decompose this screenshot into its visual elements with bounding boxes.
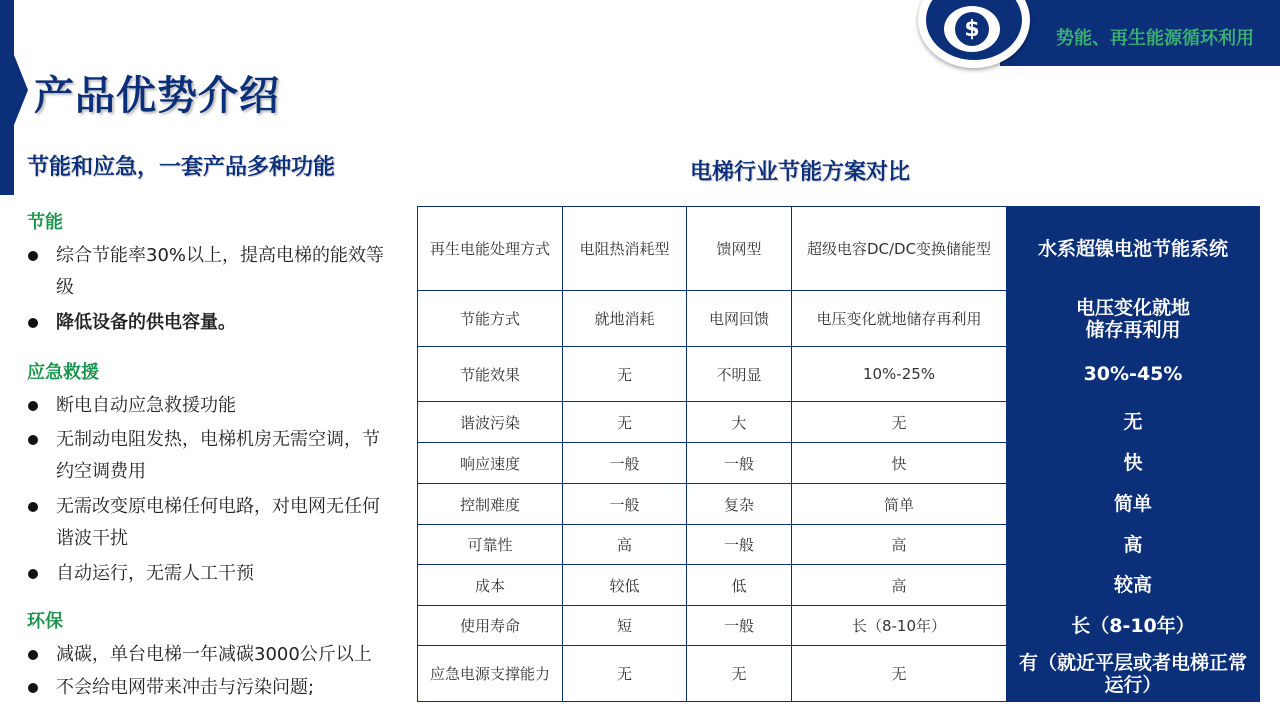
bullet-item: 无制动电阻发热，电梯机房无需空调，节约空调费用	[28, 424, 388, 488]
table-title: 电梯行业节能方案对比	[690, 160, 911, 185]
bullet-item: 综合节能率30%以上，提高电梯的能效等级	[28, 240, 388, 304]
table-cell: 一般	[687, 525, 792, 565]
table-cell: 电网回馈	[687, 291, 792, 347]
dollar-symbol: $	[955, 12, 989, 46]
table-cell-highlight: 电压变化就地储存再利用	[1007, 291, 1260, 347]
table-row	[418, 646, 1260, 702]
table-cell: 简单	[792, 484, 1007, 525]
bullet-dot-icon	[28, 251, 38, 261]
table-cell-highlight: 有（就近平层或者电梯正常运行）	[1007, 646, 1260, 702]
bullet-item: 降低设备的供电容量。	[28, 307, 388, 339]
table-cell-highlight: 快	[1007, 443, 1260, 484]
table-cell: 较低	[563, 565, 687, 606]
header-cell: 再生电能处理方式	[418, 207, 563, 291]
bullet-dot-icon	[28, 502, 38, 512]
bullet-item: 自动运行，无需人工干预	[28, 558, 388, 590]
header-cell: 馈网型	[687, 207, 792, 291]
table-cell: 无	[792, 646, 1007, 702]
bullet-dot-icon	[28, 569, 38, 579]
table-cell: 成本	[418, 565, 563, 606]
bullet-dot-icon	[28, 683, 38, 693]
table-cell: 无	[563, 646, 687, 702]
table-row	[418, 402, 1260, 443]
table-row	[418, 443, 1260, 484]
table-cell: 高	[792, 565, 1007, 606]
table-row	[418, 606, 1260, 646]
bullet-dot-icon	[28, 435, 38, 445]
table-cell: 一般	[687, 606, 792, 646]
table-header-row	[418, 207, 1260, 291]
section-heading-rescue: 应急救援	[27, 362, 99, 383]
header-cell-highlight: 水系超镍电池节能系统	[1007, 207, 1260, 291]
table-cell-highlight: 简单	[1007, 484, 1260, 525]
table-cell: 谐波污染	[418, 402, 563, 443]
table-row	[418, 347, 1260, 402]
bullet-dot-icon	[28, 650, 38, 660]
table-cell: 电压变化就地储存再利用	[792, 291, 1007, 347]
table-cell: 快	[792, 443, 1007, 484]
bullet-dot-icon	[28, 401, 38, 411]
header-cell: 超级电容DC/DC变换储能型	[792, 207, 1007, 291]
table-cell: 一般	[563, 443, 687, 484]
table-row	[418, 565, 1260, 606]
table-cell: 无	[563, 347, 687, 402]
table-cell: 应急电源支撑能力	[418, 646, 563, 702]
table-row	[418, 484, 1260, 525]
table-cell: 可靠性	[418, 525, 563, 565]
table-cell: 节能效果	[418, 347, 563, 402]
table-cell: 使用寿命	[418, 606, 563, 646]
table-cell-highlight: 高	[1007, 525, 1260, 565]
bullet-item: 减碳，单台电梯一年减碳3000公斤以上	[28, 639, 388, 671]
page-title: 产品优势介绍	[34, 73, 280, 119]
table-cell: 10%-25%	[792, 347, 1007, 402]
table-cell: 无	[687, 646, 792, 702]
table-row	[418, 291, 1260, 347]
table-cell: 高	[563, 525, 687, 565]
table-cell: 低	[687, 565, 792, 606]
banner-slogan: 势能、再生能源循环利用	[1056, 28, 1254, 49]
comparison-table	[417, 206, 1260, 702]
section-heading-eco: 环保	[27, 611, 63, 632]
bullet-item: 不会给电网带来冲击与污染问题;	[28, 672, 388, 704]
left-accent-bar	[0, 0, 14, 195]
table-cell: 大	[687, 402, 792, 443]
table-cell: 无	[563, 402, 687, 443]
table-cell: 响应速度	[418, 443, 563, 484]
table-cell: 复杂	[687, 484, 792, 525]
table-cell: 不明显	[687, 347, 792, 402]
bullet-item: 无需改变原电梯任何电路，对电网无任何谐波干扰	[28, 491, 388, 555]
left-accent-notch	[14, 55, 28, 125]
table-cell: 节能方式	[418, 291, 563, 347]
table-cell-highlight: 30%-45%	[1007, 347, 1260, 402]
table-cell: 长（8-10年）	[792, 606, 1007, 646]
dollar-coin-icon	[944, 6, 1000, 52]
table-cell: 就地消耗	[563, 291, 687, 347]
table-cell-highlight: 长（8-10年）	[1007, 606, 1260, 646]
table-row	[418, 525, 1260, 565]
table-cell-highlight: 无	[1007, 402, 1260, 443]
header-cell: 电阻热消耗型	[563, 207, 687, 291]
table-cell: 控制难度	[418, 484, 563, 525]
subheading: 节能和应急，一套产品多种功能	[27, 155, 336, 180]
bullet-item: 断电自动应急救援功能	[28, 390, 388, 422]
table-cell: 短	[563, 606, 687, 646]
table-cell: 无	[792, 402, 1007, 443]
table-cell: 一般	[563, 484, 687, 525]
table-cell: 一般	[687, 443, 792, 484]
bullet-dot-icon	[28, 318, 38, 328]
section-heading-energy: 节能	[27, 212, 63, 233]
table-cell: 高	[792, 525, 1007, 565]
table-cell-highlight: 较高	[1007, 565, 1260, 606]
